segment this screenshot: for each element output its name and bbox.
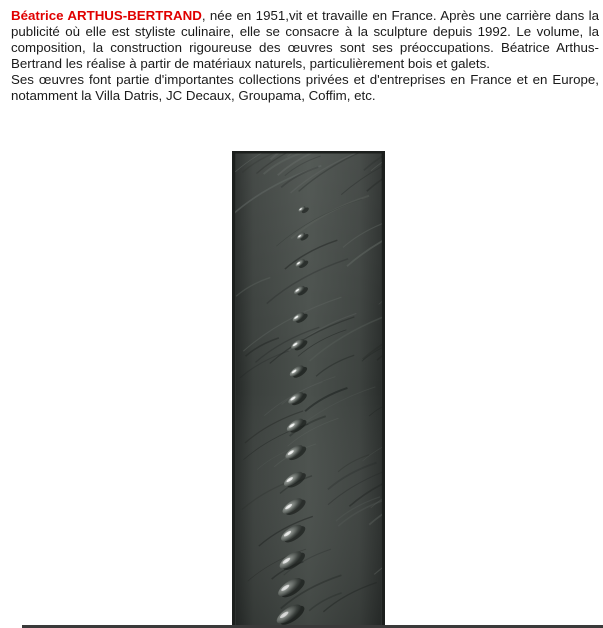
sculpture-photo xyxy=(232,151,385,628)
artist-bio xyxy=(11,8,599,104)
sculpture-image xyxy=(232,151,385,628)
artist-name: Béatrice ARTHUS-BERTRAND xyxy=(11,8,202,23)
bio-paragraph-2: Ses œuvres font partie d'importantes collections privées et d'entreprises en France et en Europe, notamment la Villa Datris, JC Decaux, Groupama, Coffim, etc. xyxy=(11,72,599,103)
bio-paragraph-1-text: , née en 1951,vit et travaille en France. Après une carrière dans la publicité où elle est styliste culinaire, elle se consacre à la sculpture depuis 1992. Le volume, la composition, la construction rigoureuse des œuvres sont ses préoccupations. Béatrice Arthus-Bertrand les réalise à partir de matériaux naturels, particulièrement bois et galets. xyxy=(11,8,599,71)
slate-sheen xyxy=(236,153,381,628)
bio-paragraph-1 xyxy=(11,8,599,72)
